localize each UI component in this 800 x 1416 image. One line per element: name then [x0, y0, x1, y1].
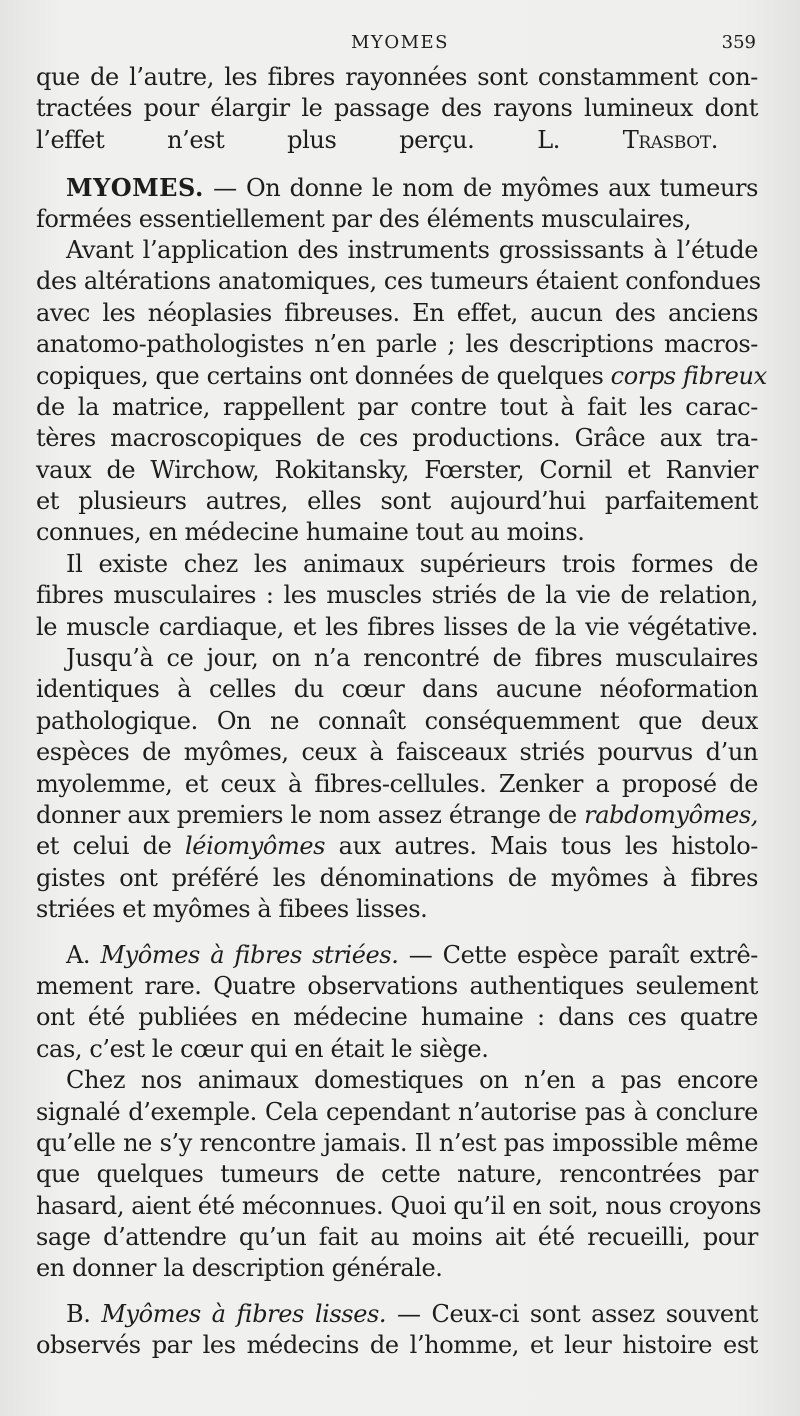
section-heading: Myômes à fibres lisses. — [101, 1299, 387, 1328]
text-line: myolemme, et ceux à fibres-cellules. Zenker a proposé de — [36, 769, 758, 798]
text-line: connues, en médecine humaine tout au moins. — [36, 518, 585, 547]
text-line: identiques à celles du cœur dans aucune néoformation — [36, 675, 758, 704]
text-line: que quelques tumeurs de cette nature, rencontrées par — [36, 1160, 758, 1189]
text-line — [36, 172, 764, 203]
text-line: observés par les médecins de l’homme, et leur histoire est — [36, 1331, 758, 1360]
text-line: qu’elle ne s’y rencontre jamais. Il n’est pas impossible même — [36, 1128, 758, 1157]
text-line: cas, c’est le cœur qui en était le siège. — [36, 1034, 489, 1063]
spacer — [36, 1285, 764, 1299]
text-line: striées et myômes à fibees lisses. — [36, 895, 428, 924]
text-span: — Ceux-ci sont assez souvent — [386, 1299, 759, 1328]
text-span: copiques, que certains ont données de quelques — [36, 361, 611, 390]
text-line: en donner la description générale. — [36, 1254, 443, 1283]
text-line: formées essentiellement par des éléments musculaires, — [36, 204, 692, 233]
previous-article-end — [36, 62, 764, 156]
italic-term: corps fibreux — [610, 361, 767, 390]
section-label: B. — [66, 1299, 102, 1328]
text-line: que de l’autre, les fibres rayonnées sont constamment con- — [36, 63, 758, 91]
section-a — [36, 940, 764, 1285]
text-line — [36, 800, 764, 831]
text-line: hasard, aient été méconnues. Quoi qu’il en soit, nous croyons — [36, 1191, 762, 1220]
text-line: des altérations anatomiques, ces tumeurs étaient confondues — [36, 267, 761, 296]
text-line: tères macroscopiques de ces productions. Grâce aux tra- — [36, 424, 758, 453]
author-signature: L. Trasbot. — [537, 125, 719, 154]
section-b — [36, 1299, 764, 1362]
running-title: MYOMES — [351, 32, 449, 53]
text-line — [36, 940, 764, 971]
text-line: mement rare. Quatre observations authentiques seulement — [36, 971, 758, 1000]
section-heading: Myômes à fibres striées. — [100, 940, 399, 969]
text-line: vaux de Wirchow, Rokitansky, Fœrster, Cornil et Ranvier — [36, 455, 758, 484]
italic-term: rabdomyômes, — [584, 800, 758, 829]
text-line — [36, 1299, 764, 1330]
text-span: et celui de — [36, 832, 186, 861]
text-span: — Cette espèce paraît extrê- — [398, 940, 758, 969]
text-line: ont été publiées en médecine humaine : dans ces quatre — [36, 1003, 758, 1032]
text-line: signalé d’exemple. Cela cependant n’autorise pas à conclure — [36, 1097, 758, 1126]
text-span: l’effet n’est plus perçu. — [36, 125, 475, 154]
text-line: espèces de myômes, ceux à faisceaux striés pourvus d’un — [36, 738, 758, 767]
section-label: A. — [66, 940, 101, 969]
text-line: anatomo-pathologistes n’en parle ; les descriptions macros- — [36, 330, 758, 359]
text-span: donner aux premiers le nom assez étrange de — [36, 800, 585, 829]
text-line: Chez nos animaux domestiques on n’en a pas encore — [66, 1066, 758, 1095]
text-line: sage d’attendre qu’un fait au moins ait été recueilli, pour — [36, 1223, 758, 1252]
text-line: tractées pour élargir le passage des rayons lumineux dont — [36, 94, 758, 123]
text-line — [36, 831, 764, 862]
text-line — [36, 361, 767, 392]
text-line: et plusieurs autres, elles sont aujourd’hui parfaitement — [36, 487, 758, 516]
text-line: Jusqu’à ce jour, on n’a rencontré de fibres musculaires — [66, 644, 758, 673]
text-line: fibres musculaires : les muscles striés de la vie de relation, — [36, 581, 758, 610]
text-line: gistes ont préféré les dénominations de myômes à fibres — [36, 863, 758, 892]
entry-term: MYOMES. — [66, 173, 204, 203]
text-span: aux autres. Mais tous les histolo- — [325, 832, 758, 861]
text-line: pathologique. On ne connaît conséquemment que deux — [36, 706, 758, 735]
text-line: avec les néoplasies fibreuses. En effet, aucun des anciens — [36, 298, 758, 327]
page-number: 359 — [721, 32, 756, 53]
running-head — [36, 32, 764, 62]
text-line: Avant l’application des instruments grossissants à l’étude — [66, 235, 758, 264]
text-line: de la matrice, rappellent par contre tout à fait les carac- — [36, 392, 758, 421]
text-line: Il existe chez les animaux supérieurs trois formes de — [66, 549, 758, 578]
spacer — [36, 156, 764, 172]
article-myomes — [36, 172, 767, 925]
text-line: le muscle cardiaque, et les fibres lisses de la vie végétative. — [36, 612, 758, 641]
italic-term: léiomyômes — [185, 832, 326, 861]
text-line — [36, 125, 764, 156]
text-span: — On donne le nom de myômes aux tumeurs — [203, 174, 758, 203]
spacer — [36, 926, 764, 940]
